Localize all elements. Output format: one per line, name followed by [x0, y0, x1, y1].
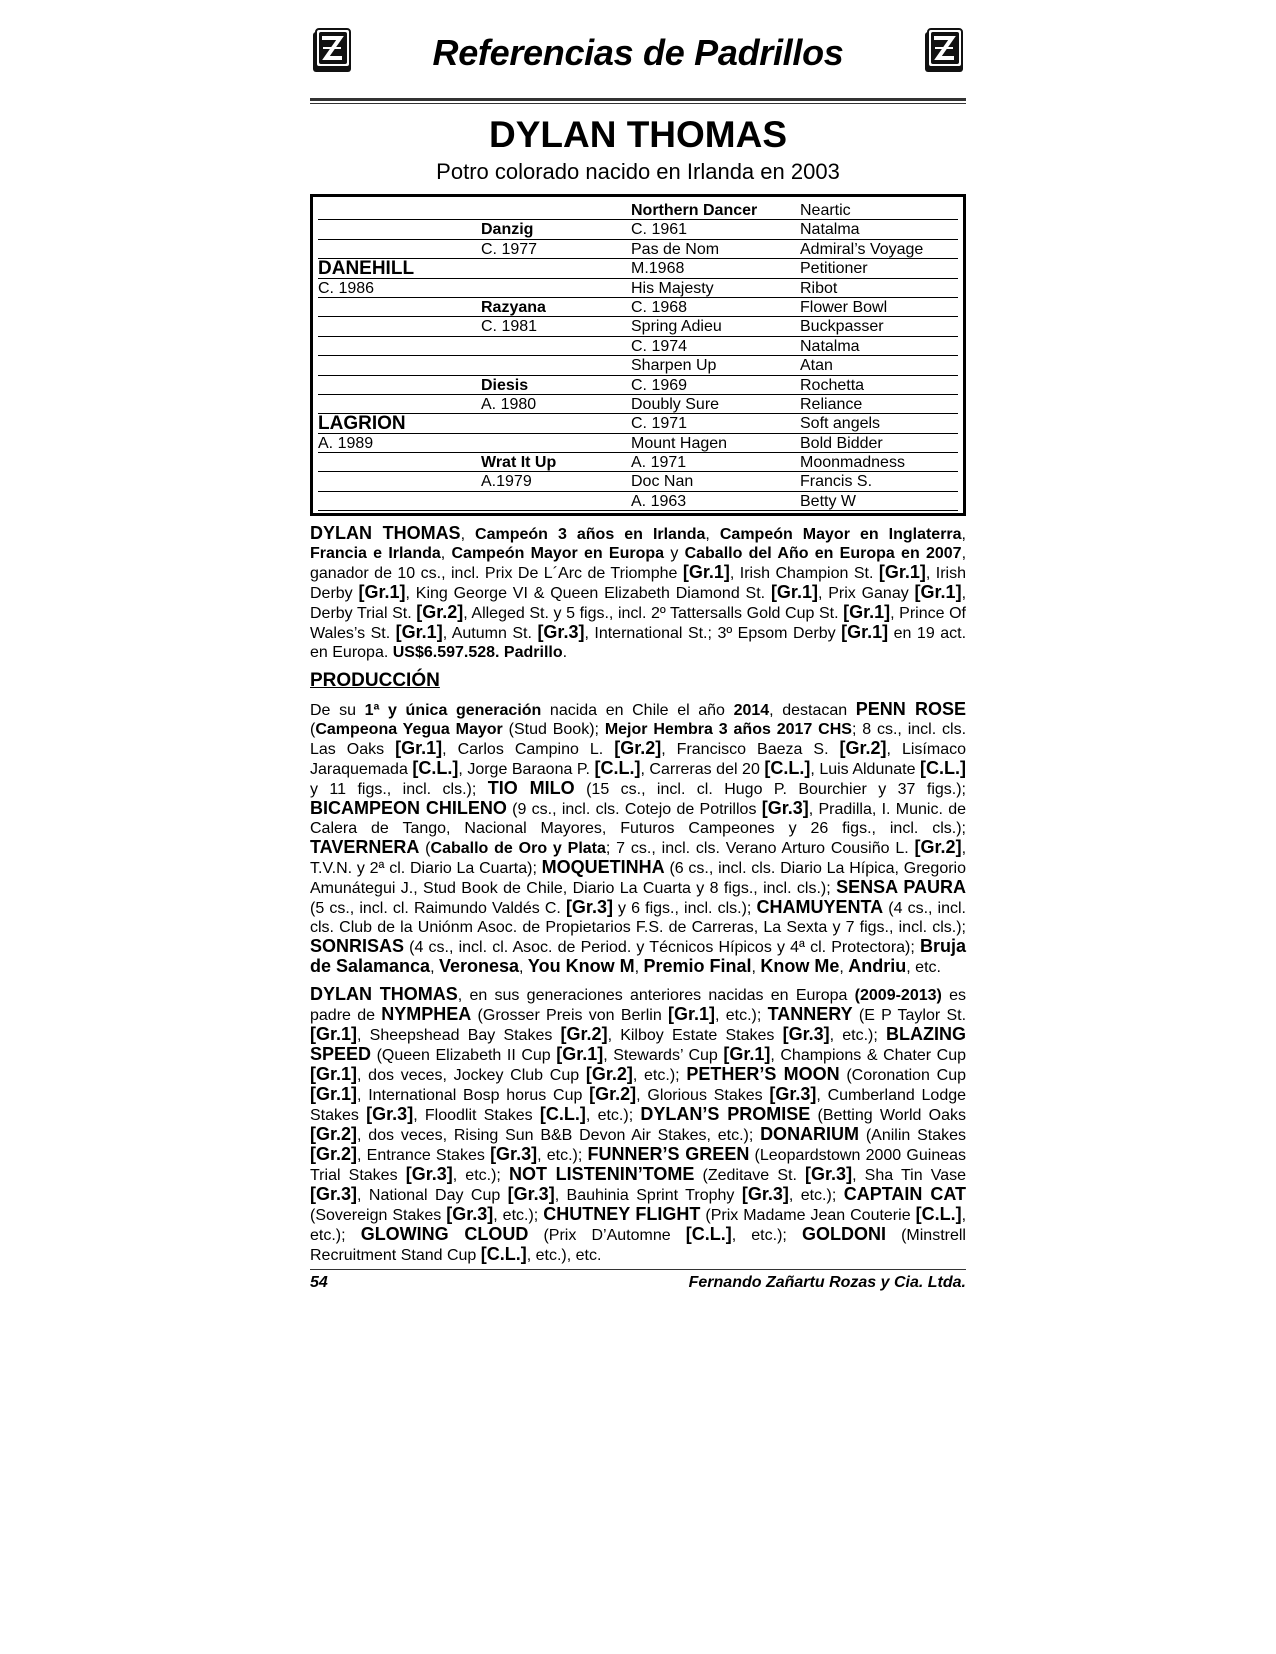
footer-rule: [310, 1269, 966, 1270]
pedigree-cell: Doc Nan: [631, 472, 800, 491]
pedigree-cell: [481, 259, 631, 278]
page-header: [310, 20, 966, 82]
pedigree-cell: [318, 356, 481, 375]
pedigree-row: [318, 298, 958, 317]
pedigree-cell: [318, 201, 481, 220]
pedigree-cell: Moonmadness: [800, 453, 958, 472]
pedigree-cell: Betty W: [800, 492, 958, 511]
pedigree-cell: C. 1961: [631, 220, 800, 239]
header-rule: [310, 98, 966, 101]
pedigree-cell: C. 1986: [318, 279, 481, 298]
pedigree-cell: [318, 376, 481, 395]
pedigree-cell: C. 1971: [631, 414, 800, 433]
pedigree-cell: [318, 317, 481, 336]
pedigree-cell: [318, 453, 481, 472]
pedigree-row: [318, 317, 958, 336]
pedigree-cell: A. 1989: [318, 434, 481, 453]
pedigree-cell: Spring Adieu: [631, 317, 800, 336]
pedigree-row: [318, 492, 958, 511]
pedigree-row: [318, 337, 958, 356]
publisher: Fernando Zañartu Rozas y Cia. Ltda.: [688, 1274, 966, 1292]
pedigree-cell: [481, 492, 631, 511]
pedigree-row: [318, 259, 958, 278]
pedigree-cell: [481, 434, 631, 453]
racing-record: DYLAN THOMAS, Campeón 3 años en Irlanda, Campeón Mayor en Inglaterra, Francia e Irlanda, Campeón Mayor en Europa y Caballo del Año en Europa en 2007, ganador de 10 cs., incl. Prix De L´Arc de Triomphe [Gr.1], Irish Champion St. [Gr.1], Irish Derby [Gr.1], King George VI & Queen Elizabeth Diamond St. [Gr.1], Prix Ganay [Gr.1], Derby Trial St. [Gr.2], Alleged St. y 5 figs., incl. 2º Tattersalls Gold Cup St. [Gr.1], Prince Of Wales’s St. [Gr.1], Autumn St. [Gr.3], International St.; 3º Epsom Derby [Gr.1] en 19 act. en Europa. US$6.597.528. Padrillo.: [310, 523, 967, 662]
pedigree-table: [310, 194, 966, 516]
pedigree-cell: [481, 414, 631, 433]
page-number: 54: [310, 1274, 328, 1292]
pedigree-cell: DANEHILL: [318, 259, 481, 278]
pedigree-cell: [481, 337, 631, 356]
pedigree-cell: Natalma: [800, 220, 958, 239]
pedigree-cell: A.1979: [481, 472, 631, 491]
pedigree-cell: Mount Hagen: [631, 434, 800, 453]
pedigree-cell: Northern Dancer: [631, 201, 800, 220]
pedigree-cell: Reliance: [800, 395, 958, 414]
horse-subtitle: Potro colorado nacido en Irlanda en 2003: [436, 159, 840, 184]
pedigree-cell: Flower Bowl: [800, 298, 958, 317]
pedigree-cell: Petitioner: [800, 259, 958, 278]
pedigree-cell: A. 1971: [631, 453, 800, 472]
pedigree-cell: C. 1977: [481, 240, 631, 259]
pedigree-row: [318, 240, 958, 259]
pedigree-cell: [318, 298, 481, 317]
pedigree-row: [318, 356, 958, 375]
pedigree-cell: C. 1968: [631, 298, 800, 317]
pedigree-row: [318, 201, 958, 220]
production-europe: DYLAN THOMAS, en sus generaciones anteriores nacidas en Europa (2009-2013) es padre de NYMPHEA (Grosser Preis von Berlin [Gr.1], etc.); TANNERY (E P Taylor St. [Gr.1], Sheepshead Bay Stakes [Gr.2], Kilboy Estate Stakes [Gr.3], etc.); BLAZING SPEED (Queen Elizabeth II Cup [Gr.1], Stewards’ Cup [Gr.1], Champions & Chater Cup [Gr.1], dos veces, Jockey Club Cup [Gr.2], etc.); PETHER’S MOON (Coronation Cup [Gr.1], International Bosp horus Cup [Gr.2], Glorious Stakes [Gr.3], Cumberland Lodge Stakes [Gr.3], Floodlit Stakes [C.L.], etc.); DYLAN’S PROMISE (Betting World Oaks [Gr.2], dos veces, Rising Sun B&B Devon Air Stakes, etc.); DONARIUM (Anilin Stakes [Gr.2], Entrance Stakes [Gr.3], etc.); FUNNER’S GREEN (Leopardstown 2000 Guineas Trial Stakes [Gr.3], etc.); NOT LISTENIN’TOME (Zeditave St. [Gr.3], Sha Tin Vase [Gr.3], National Day Cup [Gr.3], Bauhinia Sprint Trophy [Gr.3], etc.); CAPTAIN CAT (Sovereign Stakes [Gr.3], etc.); CHUTNEY FLIGHT (Prix Madame Jean Couterie [C.L.], etc.); GLOWING CLOUD (Prix D’Automne [C.L.], etc.); GOLDONI (Minstrell Recruitment Stand Cup [C.L.], etc.), etc.: [310, 984, 967, 1265]
header-rule-thin: [310, 103, 966, 104]
pedigree-cell: A. 1980: [481, 395, 631, 414]
pedigree-cell: Sharpen Up: [631, 356, 800, 375]
pedigree-cell: LAGRION: [318, 414, 481, 433]
pedigree-cell: Pas de Nom: [631, 240, 800, 259]
production-chile: De su 1ª y única generación nacida en Chile el año 2014, destacan PENN ROSE (Campeona Yegua Mayor (Stud Book); Mejor Hembra 3 años 2017 CHS; 8 cs., incl. cls. Las Oaks [Gr.1], Carlos Campino L. [Gr.2], Francisco Baeza S. [Gr.2], Lisímaco Jaraquemada [C.L.], Jorge Baraona P. [C.L.], Carreras del 20 [C.L.], Luis Aldunate [C.L.] y 11 figs., incl. cls.); TIO MILO (15 cs., incl. cl. Hugo P. Bourchier y 37 figs.); BICAMPEON CHILENO (9 cs., incl. cls. Cotejo de Potrillos [Gr.3], Pradilla, I. Munic. de Calera de Tango, Nacional Mayores, Futuros Campeones y 26 figs., incl. cls.); TAVERNERA (Caballo de Oro y Plata; 7 cs., incl. cls. Verano Arturo Cousiño L. [Gr.2], T.V.N. y 2ª cl. Diario La Cuarta); MOQUETINHA (6 cs., incl. cls. Diario La Hípica, Gregorio Amunátegui J., Stud Book de Chile, Diario La Cuarta y 8 figs., incl. cls.); SENSA PAURA (5 cs., incl. cl. Raimundo Valdés C. [Gr.3] y 6 figs., incl. cls.); CHAMUYENTA (4 cs., incl. cls. Club de la Uniónm Asoc. de Propietarios F.S. de Carreras, La Sexta y 7 figs., incl. cls.); SONRISAS (4 cs., incl. cl. Asoc. de Period. y Técnicos Hípicos y 4ª cl. Protectora); Bruja de Salamanca, Veronesa, You Know M, Premio Final, Know Me, Andriu, etc.: [310, 699, 967, 977]
logo-icon: [922, 26, 966, 74]
pedigree-cell: [481, 279, 631, 298]
pedigree-cell: [318, 472, 481, 491]
pedigree-cell: Francis S.: [800, 472, 958, 491]
pedigree-cell: Ribot: [800, 279, 958, 298]
pedigree-cell: [318, 492, 481, 511]
pedigree-cell: Doubly Sure: [631, 395, 800, 414]
pedigree-cell: [318, 240, 481, 259]
pedigree-cell: [318, 220, 481, 239]
horse-name: DYLAN THOMAS: [488, 114, 788, 155]
pedigree-cell: Wrat It Up: [481, 453, 631, 472]
pedigree-row: [318, 279, 958, 298]
pedigree-cell: [318, 337, 481, 356]
pedigree-row: [318, 472, 958, 491]
pedigree-cell: Neartic: [800, 201, 958, 220]
page-footer: [310, 1274, 966, 1292]
pedigree-row: [318, 414, 958, 433]
pedigree-cell: Danzig: [481, 220, 631, 239]
pedigree-cell: M.1968: [631, 259, 800, 278]
pedigree-row: [318, 376, 958, 395]
pedigree-cell: Rochetta: [800, 376, 958, 395]
pedigree-cell: His Majesty: [631, 279, 800, 298]
pedigree-cell: Natalma: [800, 337, 958, 356]
page-header-title: Referencias de Padrillos: [432, 32, 844, 73]
pedigree-row: [318, 434, 958, 453]
pedigree-row: [318, 453, 958, 472]
pedigree-cell: [481, 356, 631, 375]
pedigree-cell: [318, 395, 481, 414]
pedigree-cell: Razyana: [481, 298, 631, 317]
pedigree-cell: Atan: [800, 356, 958, 375]
section-heading-produccion: PRODUCCIÓN: [310, 670, 440, 692]
document-page: [310, 20, 966, 1292]
pedigree-cell: A. 1963: [631, 492, 800, 511]
pedigree-cell: Admiral’s Voyage: [800, 240, 958, 259]
pedigree-cell: C. 1981: [481, 317, 631, 336]
pedigree-cell: [481, 201, 631, 220]
pedigree-cell: Bold Bidder: [800, 434, 958, 453]
pedigree-row: [318, 395, 958, 414]
pedigree-cell: Diesis: [481, 376, 631, 395]
pedigree-row: [318, 220, 958, 239]
pedigree-cell: C. 1974: [631, 337, 800, 356]
pedigree-cell: Buckpasser: [800, 317, 958, 336]
pedigree-cell: C. 1969: [631, 376, 800, 395]
pedigree-cell: Soft angels: [800, 414, 958, 433]
